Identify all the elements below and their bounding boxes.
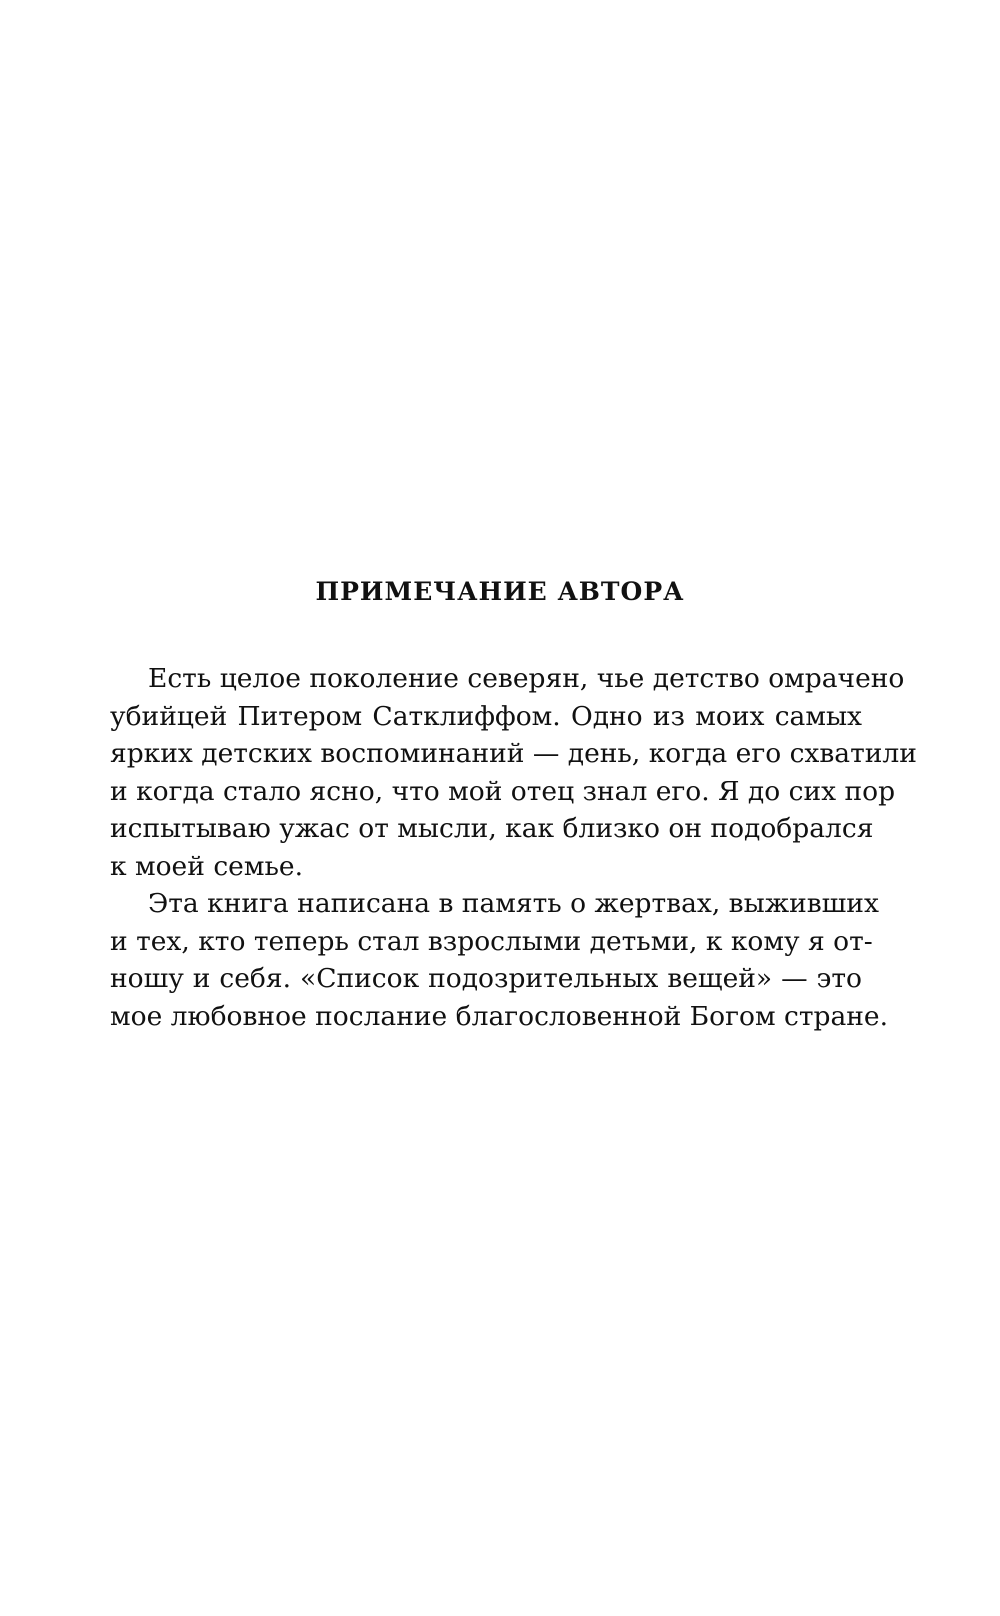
text-line: к моей семье. xyxy=(110,850,303,882)
text-line: мое любовное послание благословенной Богом стране. xyxy=(110,1000,889,1032)
text-line: Эта книга написана в память о жертвах, выживших xyxy=(148,888,879,919)
body-text xyxy=(110,660,917,1035)
text-line: Есть целое поколение северян, чье детство омрачено xyxy=(148,663,905,694)
paragraph-1 xyxy=(110,660,917,885)
text-line: ношу и себя. «Список подозрительных вещей» — это xyxy=(110,963,862,994)
page-title: ПРИМЕЧАНИЕ АВТОРА xyxy=(315,577,685,606)
text-line: и тех, кто теперь стал взрослыми детьми, к кому я от- xyxy=(110,925,873,957)
text-line: и когда стало ясно, что мой отец знал его. Я до сих пор xyxy=(110,775,896,807)
text-line: испытываю ужас от мысли, как близко он подобрался xyxy=(110,813,874,844)
paragraph-2 xyxy=(110,885,889,1035)
text-line: ярких детских воспоминаний — день, когда его схватили xyxy=(110,738,917,769)
text-line: убийцей Питером Сатклиффом. Одно из моих самых xyxy=(110,700,862,732)
